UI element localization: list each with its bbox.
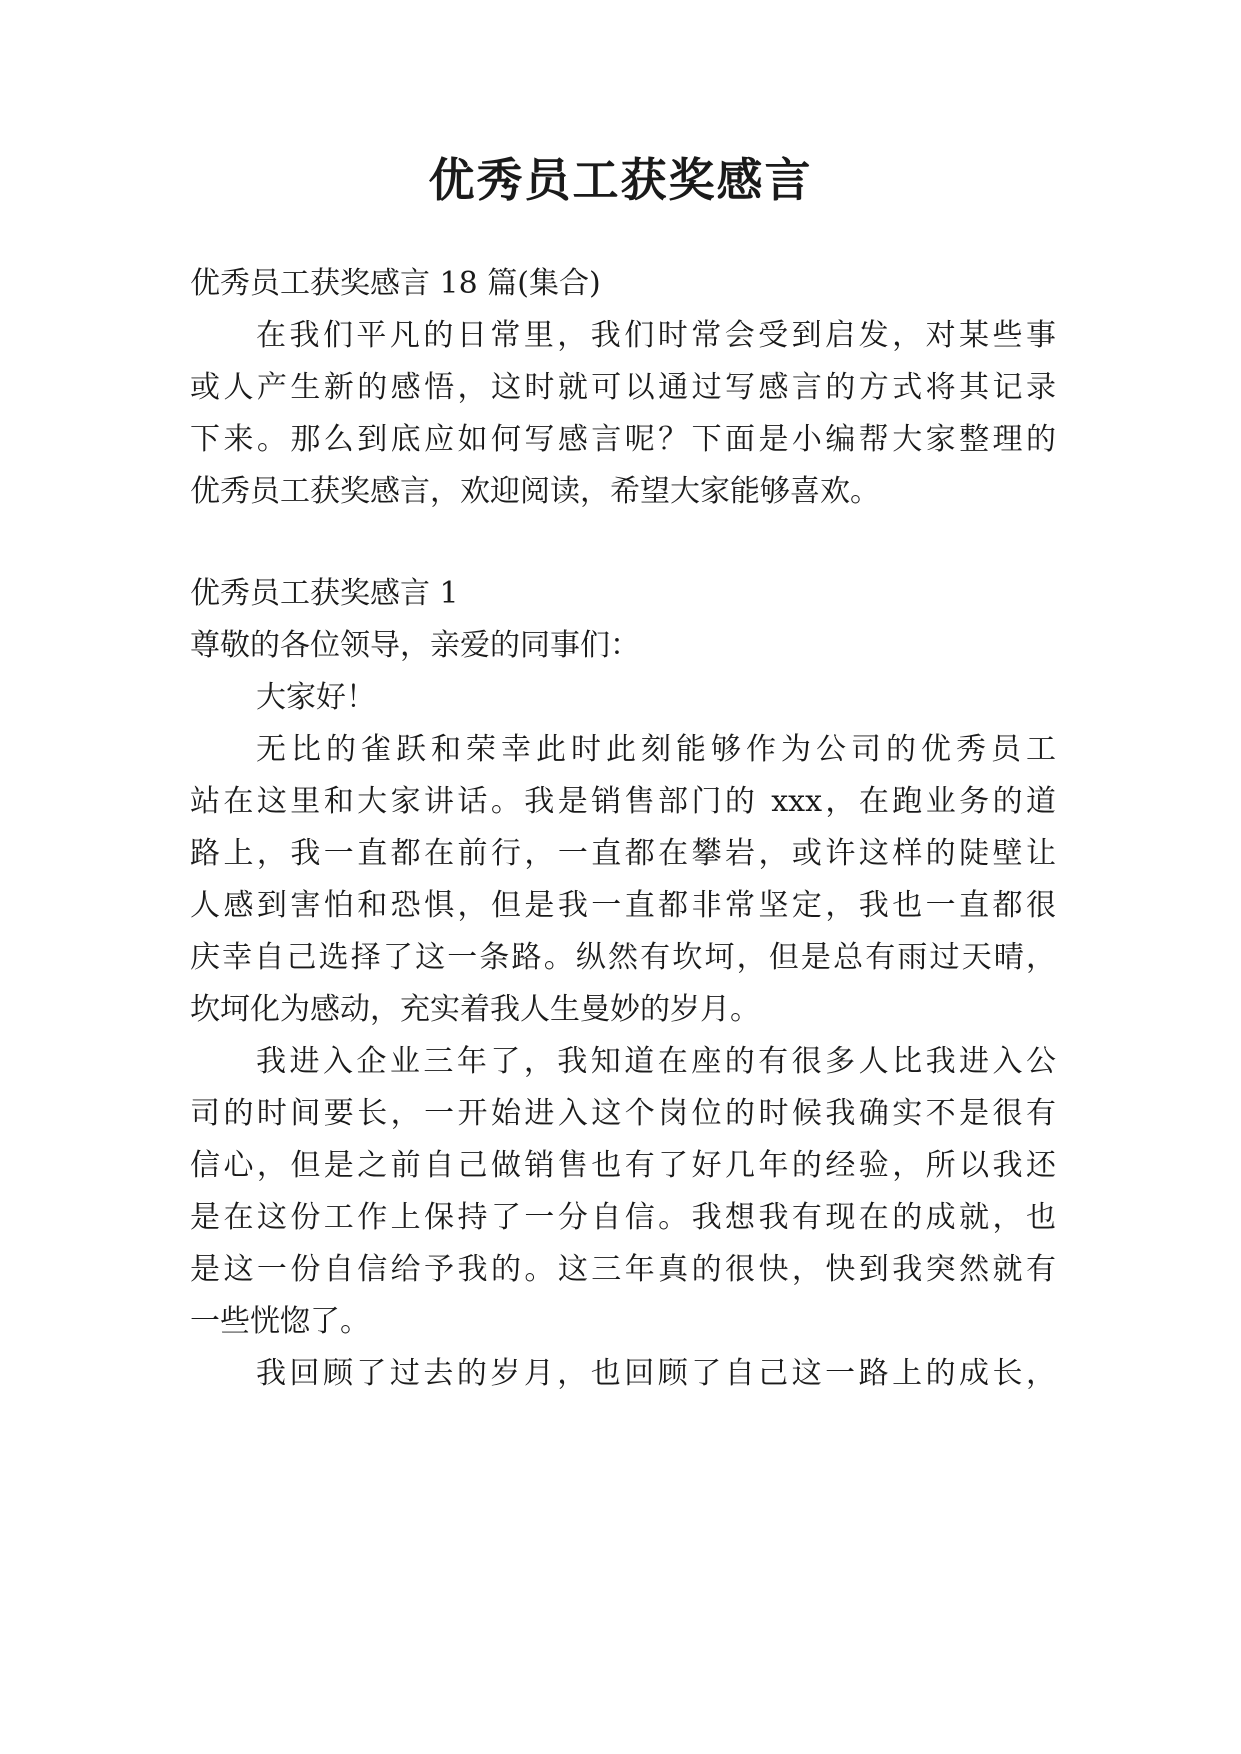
paragraph-line: 是在这份工作上保持了一分自信。我想我有现在的成就，也 (190, 1200, 1056, 1235)
paragraph-line: 或人产生新的感悟，这时就可以通过写感言的方式将其记录 (190, 370, 1056, 405)
section-heading: 优秀员工获奖感言 1 (190, 576, 459, 611)
paragraph-line: 站在这里和大家讲话。我是销售部门的 xxx，在跑业务的道 (190, 784, 1056, 819)
paragraph-line: 我回顾了过去的岁月，也回顾了自己这一路上的成长， (256, 1356, 1056, 1391)
paragraph-line: 无比的雀跃和荣幸此时此刻能够作为公司的优秀员工 (256, 732, 1056, 767)
paragraph-line: 是这一份自信给予我的。这三年真的很快，快到我突然就有 (190, 1252, 1056, 1287)
document-title: 优秀员工获奖感言 (428, 153, 813, 207)
paragraph-line: 在我们平凡的日常里，我们时常会受到启发，对某些事 (256, 318, 1056, 353)
paragraph-line: 庆幸自己选择了这一条路。纵然有坎坷，但是总有雨过天晴， (190, 940, 1056, 975)
paragraph-line: 人感到害怕和恐惧，但是我一直都非常坚定，我也一直都很 (190, 888, 1056, 923)
subtitle-line: 优秀员工获奖感言 18 篇(集合) (190, 266, 601, 301)
salutation-line: 尊敬的各位领导，亲爱的同事们： (190, 628, 640, 663)
paragraph-line: 司的时间要长，一开始进入这个岗位的时候我确实不是很有 (190, 1096, 1056, 1131)
paragraph-line: 下来。那么到底应如何写感言呢？下面是小编帮大家整理的 (190, 422, 1056, 457)
paragraph-line: 我进入企业三年了，我知道在座的有很多人比我进入公 (256, 1044, 1056, 1079)
paragraph-line: 一些恍惚了。 (190, 1304, 370, 1339)
paragraph-line: 信心，但是之前自己做销售也有了好几年的经验，所以我还 (190, 1148, 1056, 1183)
paragraph-line: 路上，我一直都在前行，一直都在攀岩，或许这样的陡壁让 (190, 836, 1056, 871)
greeting-line: 大家好！ (256, 680, 376, 715)
paragraph-line: 坎坷化为感动，充实着我人生曼妙的岁月。 (190, 992, 760, 1027)
paragraph-line: 优秀员工获奖感言，欢迎阅读，希望大家能够喜欢。 (190, 474, 880, 509)
